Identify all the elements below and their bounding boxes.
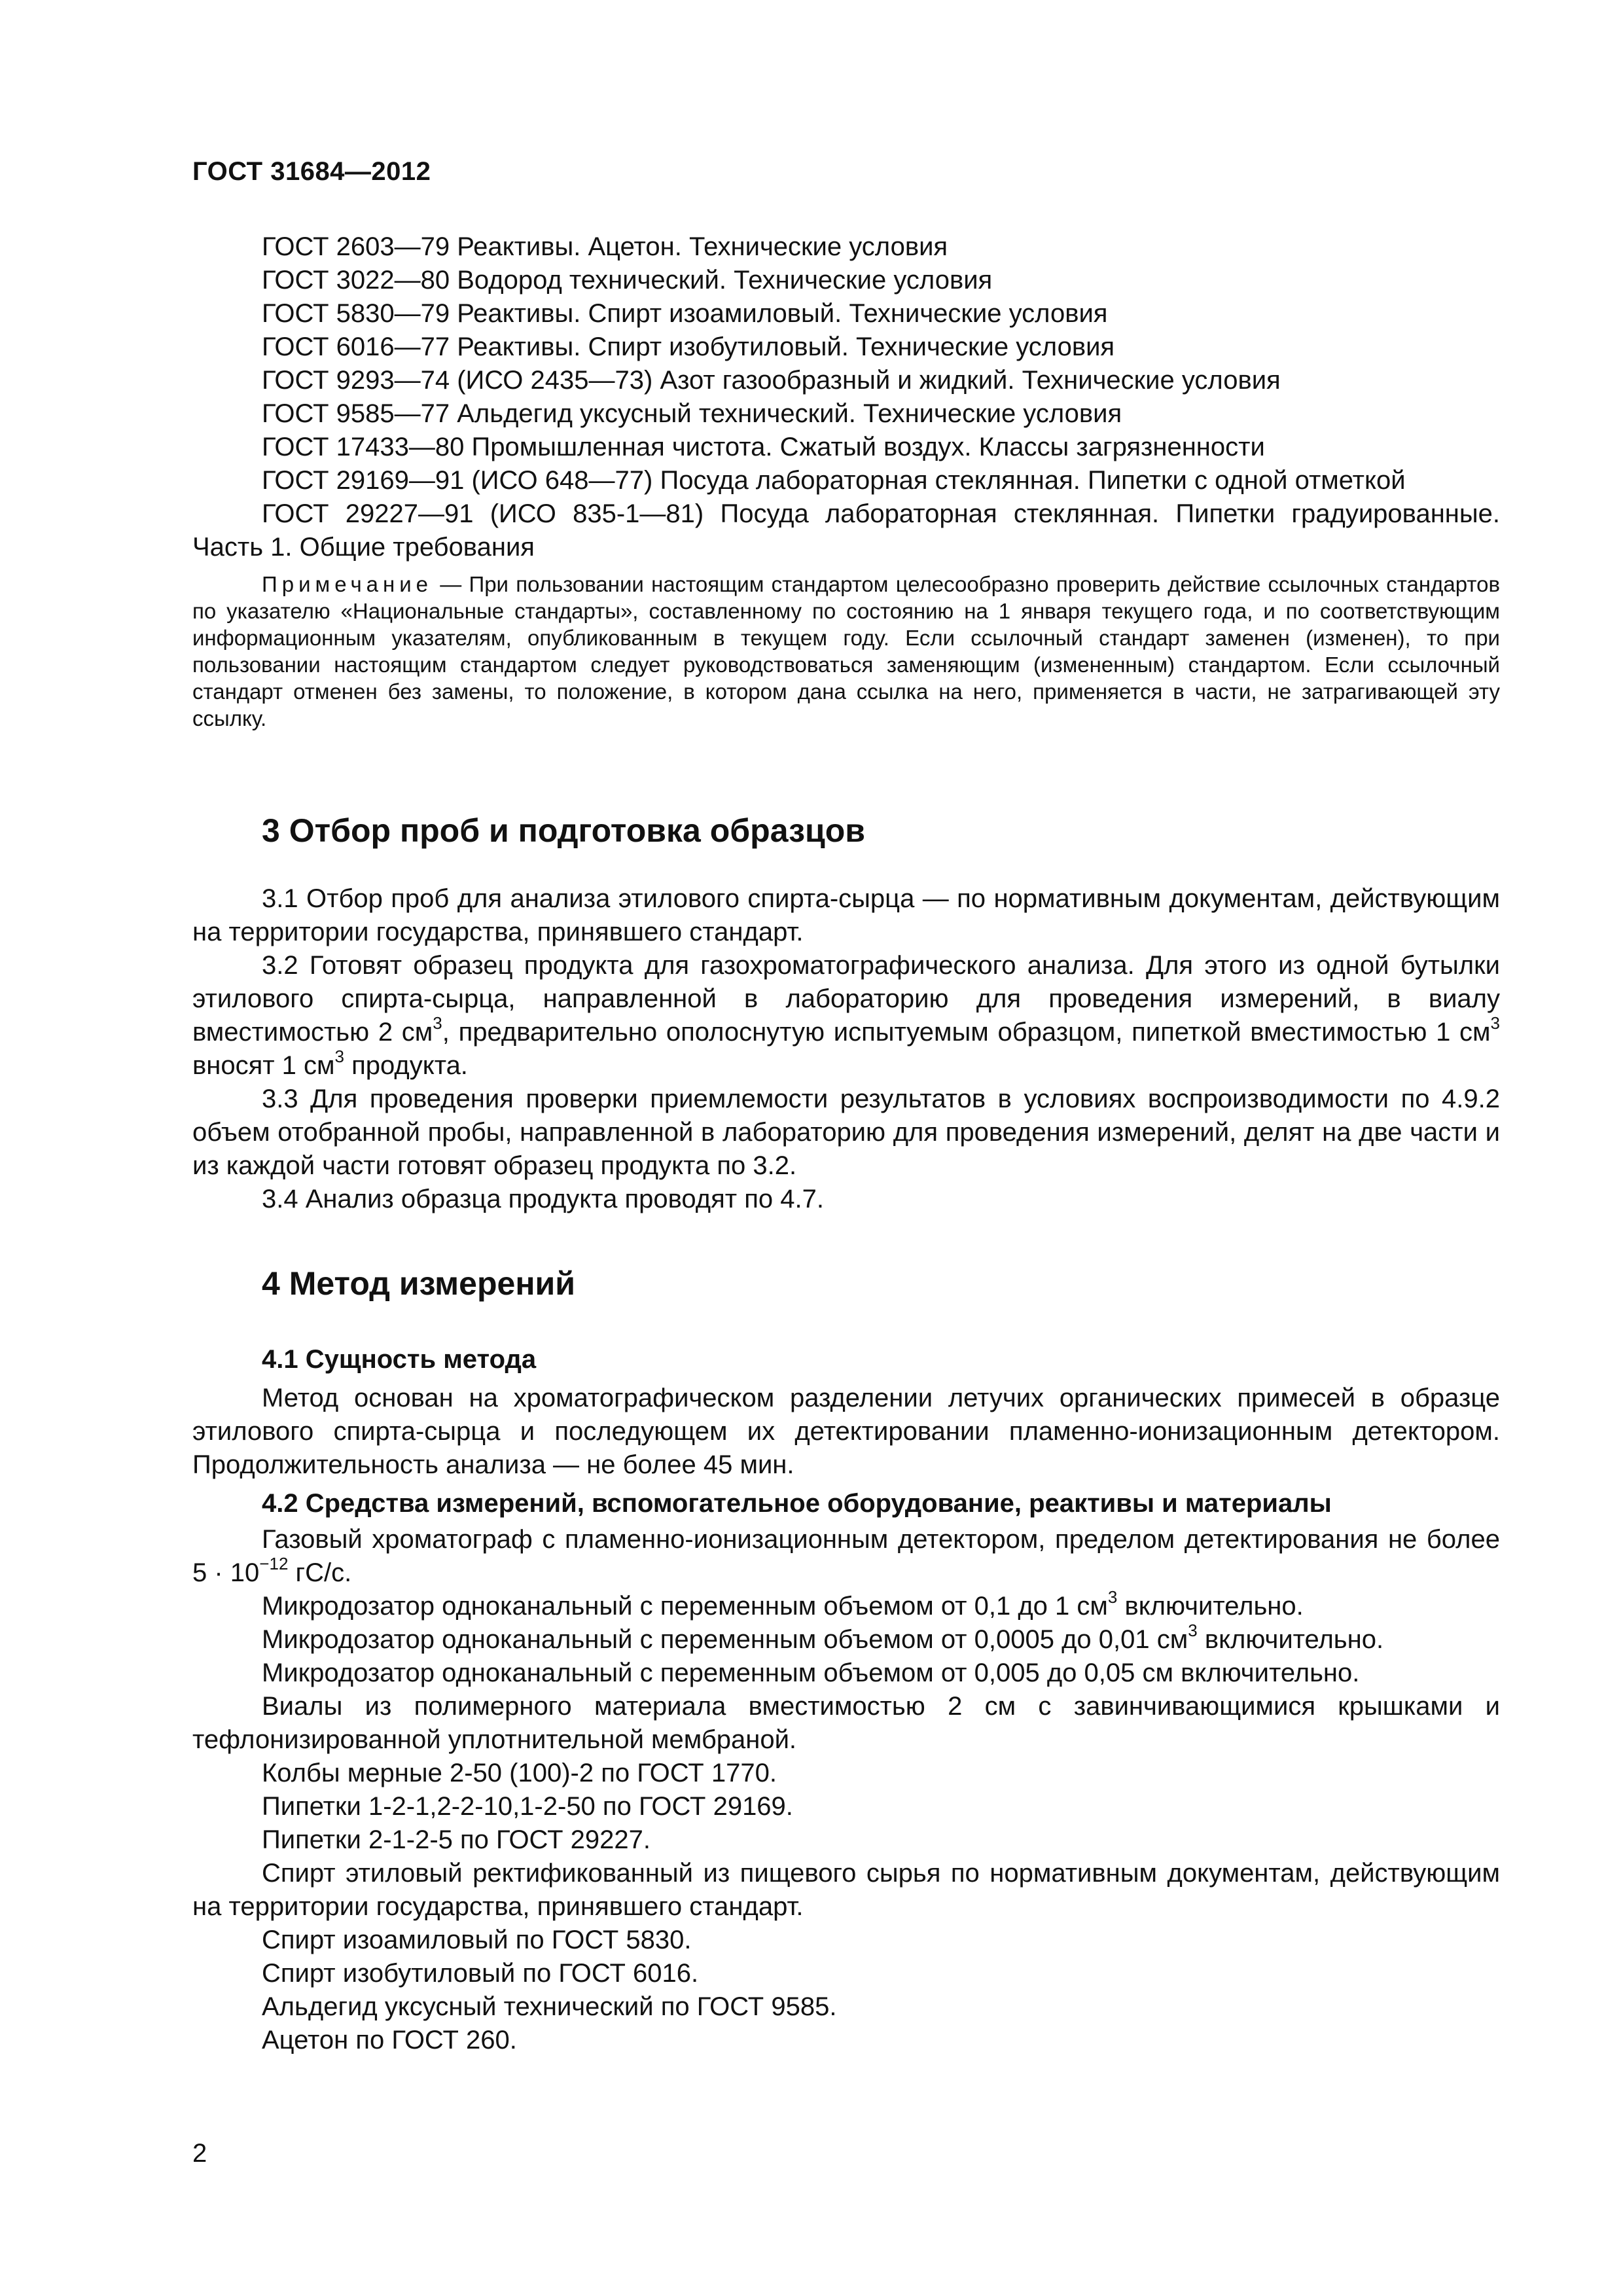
reagent-aldehyde: Альдегид уксусный технический по ГОСТ 9585. <box>262 1992 837 2021</box>
text-span: продукта. <box>344 1051 468 1080</box>
section-4-body <box>192 1343 1500 2057</box>
text-span: включительно. <box>1197 1625 1384 1654</box>
reference-item: ГОСТ 9585—77 Альдегид уксусный технический. Технические условия <box>262 399 1122 428</box>
reagent-acetone: Ацетон по ГОСТ 260. <box>262 2026 517 2054</box>
paragraph-4-1: Метод основан на хроматографическом разделении летучих органических примесей в образце этилового спирта-сырца и последующем их детектировании пламенно-ионизационным детектором. Продолжительность анализа — не более 45 мин. <box>192 1384 1500 1479</box>
text-span: Газовый хроматограф с пламенно-ионизационным детектором, пределом детектирования не более 5 · 10 <box>192 1525 1500 1587</box>
superscript: 3 <box>1490 1013 1500 1033</box>
text-span: включительно. <box>1117 1592 1304 1621</box>
paragraph-3-4: 3.4 Анализ образца продукта проводят по 4.7. <box>262 1185 824 1213</box>
note-body: — При пользовании настоящим стандартом целесообразно проверить действие ссылочных стандартов по указателю «Национальные стандарты», составленному по состоянию на 1 января текущего года, и по соответствующим информационным указателям, опубликованным в текущем году. Если ссылочный стандарт заменен (изменен), то при пользовании настоящим стандартом следует руководствоваться заменяющим (измененным) стандартом. Если ссылочный стандарт отменен без замены, то положение, в котором дана ссылка на него, применяется в части, не затрагивающей эту ссылку. <box>192 572 1500 730</box>
reference-item: ГОСТ 9293—74 (ИСО 2435—73) Азот газообразный и жидкий. Технические условия <box>262 366 1281 395</box>
equipment-flasks: Колбы мерные 2-50 (100)-2 по ГОСТ 1770. <box>262 1759 777 1787</box>
paragraph-3-1: 3.1 Отбор проб для анализа этилового спирта-сырца — по нормативным документам, действующим на территории государства, принявшего стандарт. <box>192 884 1500 946</box>
note-text <box>192 571 1500 732</box>
text-span: Микродозатор одноканальный с переменным объемом от 0,0005 до 0,01 см <box>262 1625 1188 1654</box>
equipment-microdoser-2 <box>192 1620 1500 1657</box>
reagent-ethanol: Спирт этиловый ректификованный из пищевого сырья по нормативным документам, действующим на территории государства, принявшего стандарт. <box>192 1859 1500 1921</box>
superscript: 3 <box>334 1046 345 1066</box>
equipment-vials: Виалы из полимерного материала вместимостью 2 см с завинчивающимися крышками и тефлонизированной уплотнительной мембраной. <box>192 1692 1500 1754</box>
superscript: 3 <box>433 1013 442 1033</box>
superscript: 3 <box>1107 1587 1118 1607</box>
subsection-4-1-title: 4.1 Сущность метода <box>262 1345 537 1374</box>
section-3-body <box>192 882 1500 1216</box>
equipment-microdoser-3: Микродозатор одноканальный с переменным объемом от 0,005 до 0,05 см включительно. <box>262 1659 1360 1687</box>
text-span: гС/с. <box>288 1558 352 1587</box>
subsection-4-2-title: 4.2 Средства измерений, вспомогательное оборудование, реактивы и материалы <box>262 1489 1332 1518</box>
normative-references-list <box>192 230 1500 564</box>
superscript: 3 <box>1188 1620 1198 1640</box>
note-label: Примечание <box>262 572 433 596</box>
note-block <box>192 571 1500 732</box>
reference-item: ГОСТ 3022—80 Водород технический. Технические условия <box>262 266 993 295</box>
text-span: 3.2 Готовят образец продукта для газохроматографического анализа. Для этого из одной бутылки этилового спирта-сырца, направленной в лабораторию для проведения измерений, в виалу вместимостью 2 см <box>192 951 1500 1047</box>
reagent-isobutyl: Спирт изобутиловый по ГОСТ 6016. <box>262 1959 699 1988</box>
equipment-gc <box>192 1523 1500 1590</box>
reference-item: ГОСТ 17433—80 Промышленная чистота. Сжатый воздух. Классы загрязненности <box>262 433 1265 461</box>
text-span: , предварительно ополоснутую испытуемым образцом, пипеткой вместимостью 1 см <box>442 1018 1491 1047</box>
section-4-title: 4 Метод измерений <box>262 1265 576 1302</box>
text-span: Микродозатор одноканальный с переменным объемом от 0,1 до 1 см <box>262 1592 1108 1621</box>
reagent-isoamyl: Спирт изоамиловый по ГОСТ 5830. <box>262 1926 692 1954</box>
superscript: −12 <box>259 1553 289 1573</box>
reference-item: ГОСТ 6016—77 Реактивы. Спирт изобутиловый. Технические условия <box>262 332 1115 361</box>
text-span: вносят 1 см <box>192 1051 335 1080</box>
equipment-pipettes-1: Пипетки 1-2-1,2-2-10,1-2-50 по ГОСТ 29169. <box>262 1792 793 1821</box>
reference-item: ГОСТ 2603—79 Реактивы. Ацетон. Технические условия <box>262 232 948 261</box>
reference-item: ГОСТ 29227—91 (ИСО 835-1—81) Посуда лабораторная стеклянная. Пипетки градуированные. Часть 1. Общие требования <box>192 499 1500 562</box>
section-3-title: 3 Отбор проб и подготовка образцов <box>262 812 865 849</box>
document-header: ГОСТ 31684—2012 <box>192 157 431 186</box>
reference-item: ГОСТ 5830—79 Реактивы. Спирт изоамиловый. Технические условия <box>262 299 1108 328</box>
paragraph-3-3: 3.3 Для проведения проверки приемлемости результатов в условиях воспроизводимости по 4.9.2 объем отобранной пробы, направленной в лабораторию для проведения измерений, делят на две части и из каждой части готовят образец продукта по 3.2. <box>192 1085 1500 1180</box>
reference-item: ГОСТ 29169—91 (ИСО 648—77) Посуда лабораторная стеклянная. Пипетки с одной отметкой <box>262 466 1406 495</box>
paragraph-3-2 <box>192 949 1500 1083</box>
equipment-pipettes-2: Пипетки 2-1-2-5 по ГОСТ 29227. <box>262 1825 651 1854</box>
page-number: 2 <box>192 2139 207 2168</box>
equipment-microdoser-1 <box>192 1587 1500 1623</box>
